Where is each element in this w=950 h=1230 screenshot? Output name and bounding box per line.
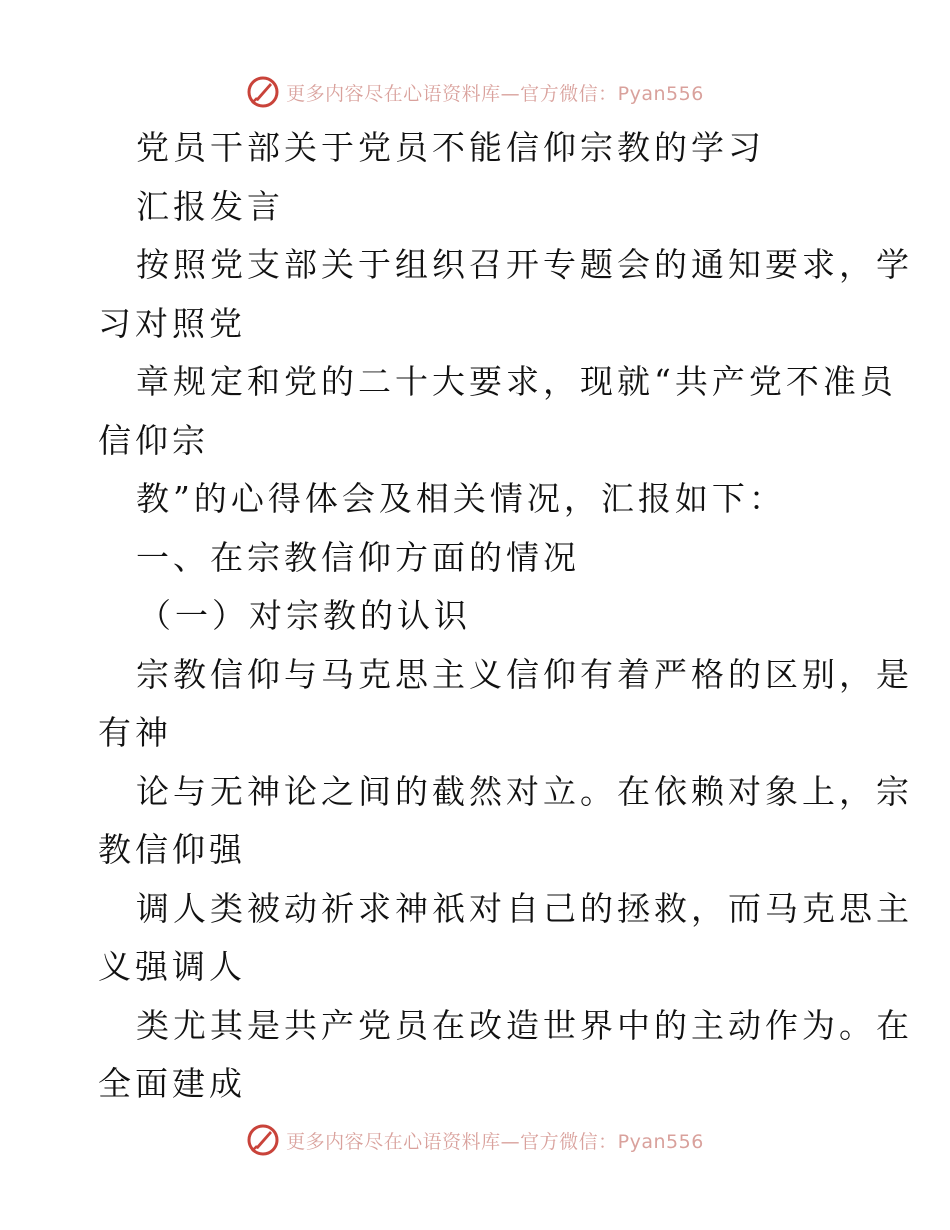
footer-watermark: [0, 1120, 950, 1160]
document-line: 按照党支部关于组织召开专题会的通知要求，学: [136, 245, 913, 284]
document-line: 类尤其是共产党员在改造世界中的主动作为。在: [136, 1005, 913, 1045]
document-line: 党员干部关于党员不能信仰宗教的学习: [136, 128, 765, 167]
feather-quill-logo-icon: [246, 75, 280, 109]
document-line: 调人类被动祈求神祇对自己的拯救，而马克思主: [136, 888, 913, 928]
document-line: 教信仰强: [98, 830, 246, 869]
watermark-text: 更多内容尽在心语资料库—官方微信：Pyan556: [286, 1130, 704, 1153]
document-line: 习对照党: [98, 303, 246, 343]
document-line: 宗教信仰与马克思主义信仰有着严格的区别，是: [136, 654, 913, 694]
document-line: 信仰宗: [98, 420, 209, 460]
document-line: 章规定和党的二十大要求，现就“共产党不准员: [136, 362, 897, 401]
document-line: 论与无神论之间的截然对立。在依赖对象上，宗: [136, 771, 913, 811]
header-watermark: [0, 72, 950, 112]
document-line: 汇报发言: [136, 186, 284, 226]
watermark-text: 更多内容尽在心语资料库—官方微信：Pyan556: [286, 82, 704, 105]
document-line: 一、在宗教信仰方面的情况: [136, 537, 580, 577]
document-line: 义强调人: [98, 947, 246, 986]
document-line: 教”的心得体会及相关情况，汇报如下：: [136, 479, 786, 518]
document-line: 全面建成: [98, 1064, 246, 1103]
document-line: （一）对宗教的认识: [138, 596, 471, 635]
document-line: 有神: [98, 713, 172, 752]
feather-quill-logo-icon: [246, 1123, 280, 1157]
